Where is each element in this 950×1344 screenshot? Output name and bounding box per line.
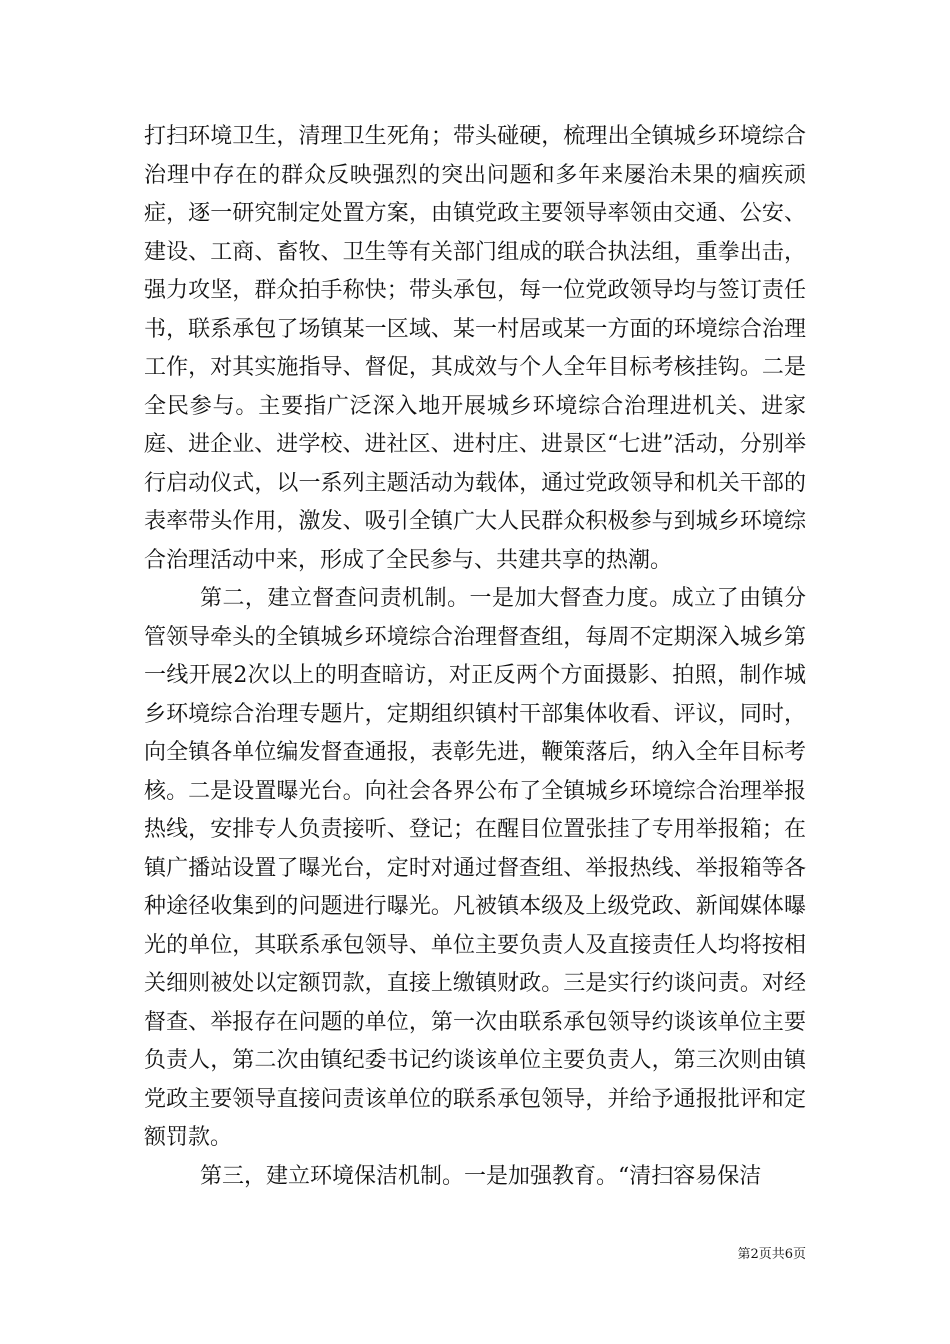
paragraph-continuation: 打扫环境卫生，清理卫生死角；带头碰硬，梳理出全镇城乡环境综合治理中存在的群众反映强烈的突出问题和多年来屡治未果的痼疾顽症，逐一研究制定处置方案，由镇党政主要领导率领由交通、公安、建设、工商、畜牧、卫生等有关部门组成的联合执法组，重拳出击，强力攻坚，群众拍手称快；带头承包，每一位党政领导均与签订责任书，联系承包了场镇某一区域、某一村居或某一方面的环境综合治理工作，对其实施指导、督促，其成效与个人全年目标考核挂钩。二是全民参与。主要指广泛深入地开展城乡环境综合治理进机关、进家庭、进企业、进学校、进社区、进村庄、进景区“七进”活动，分别举行启动仪式，以一系列主题活动为载体，通过党政领导和机关干部的表率带头作用，激发、吸引全镇广大人民群众积极参与到城乡环境综合治理活动中来，形成了全民参与、共建共享的热潮。: [144, 124, 806, 573]
page-number: 第2页共6页: [737, 1247, 806, 1262]
paragraph-cleaning-mechanism: 第三，建立环境保洁机制。一是加强教育。“清扫容易保洁: [200, 1163, 762, 1189]
document-body: [144, 118, 806, 1196]
paragraph-supervision-mechanism: 第二，建立督查问责机制。一是加大督查力度。成立了由镇分管领导牵头的全镇城乡环境综合治理督查组，每周不定期深入城乡第一线开展2次以上的明查暗访，对正反两个方面摄影、拍照，制作城乡环境综合治理专题片，定期组织镇村干部集体收看、评议，同时，向全镇各单位编发督查通报，表彰先进，鞭策落后，纳入全年目标考核。二是设置曝光台。向社会各界公布了全镇城乡环境综合治理举报热线，安排专人负责接听、登记；在醒目位置张挂了专用举报箱；在镇广播站设置了曝光台，定时对通过督查组、举报热线、举报箱等各种途径收集到的问题进行曝光。凡被镇本级及上级党政、新闻媒体曝光的单位，其联系承包领导、单位主要负责人及直接责任人均将按相关细则被处以定额罚款，直接上缴镇财政。三是实行约谈问责。对经督查、举报存在问题的单位，第一次由联系承包领导约谈该单位主要负责人，第二次由镇纪委书记约谈该单位主要负责人，第三次则由镇党政主要领导直接问责该单位的联系承包领导，并给予通报批评和定额罚款。: [144, 586, 806, 1150]
